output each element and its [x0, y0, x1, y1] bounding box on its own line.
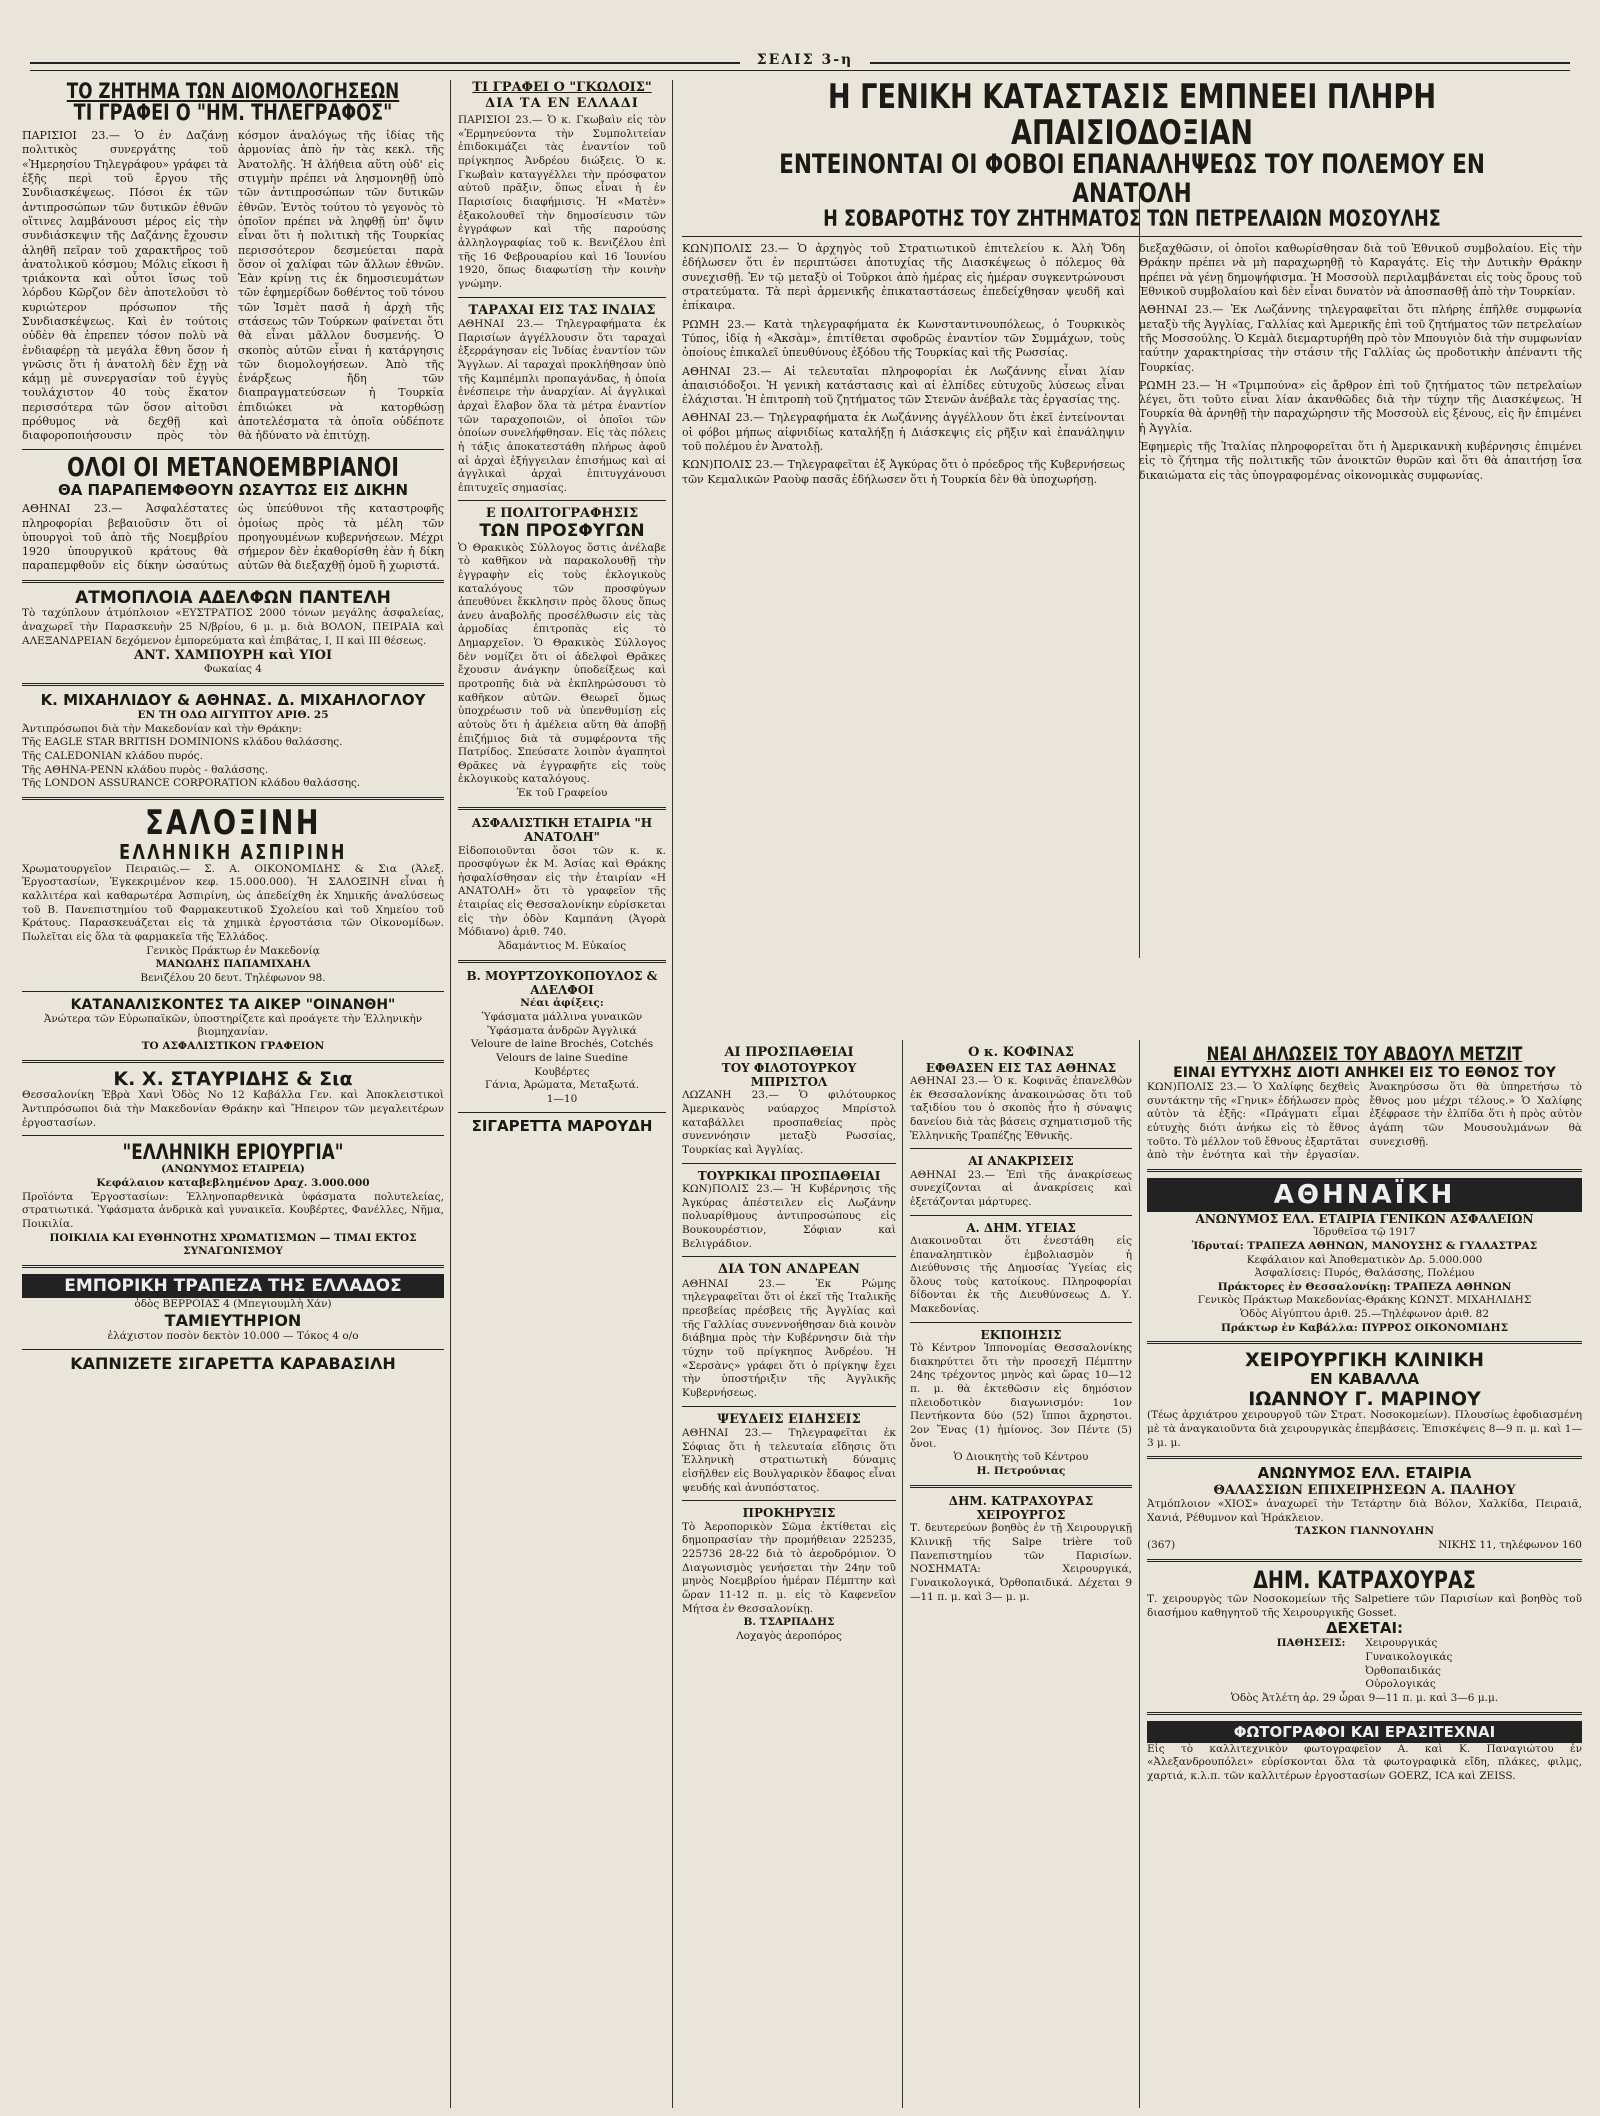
ad-title: Κ. Χ. ΣΤΑΥΡΙΔΗΣ & Σια: [113, 1067, 353, 1090]
ad-subtitle: ΔΕΧΕΤΑΙ:: [1325, 1619, 1404, 1638]
headline: ΤΟΥΡΚΙΚΑΙ ΠΡΟΣΠΑΘΕΙΑΙ: [697, 1168, 881, 1183]
main-subheadline: ΕΝΤΕΙΝΟΝΤΑΙ ΟΙ ΦΟΒΟΙ ΕΠΑΝΑΛΗΨΕΩΣ ΤΟΥ ΠΟΛΕΜΟΥ ΕΝ ΑΝΑΤΟΛΗ: [779, 149, 1485, 209]
article-text: ΚΩΝ)ΠΟΛΙΣ 23.— Τηλεγραφεῖται ἐξ Ἀγκύρας ὅτι ὁ πρόεδρος τῆς Κυβερνήσεως τῶν Κεμαλικῶν Ραοὺφ πασᾶς ἐδήλωσεν ὅτι ἡ Τουρκία δὲν θὰ ὑποχωρήσῃ.: [682, 458, 1125, 486]
sub-column-a: [682, 1045, 896, 2108]
article-signature-name: Η. Πετρούνιας: [976, 1464, 1066, 1477]
article-text: ΛΩΖΑΝΗ 23.— Ὁ φιλότουρκος Ἀμερικανὸς ναύαρχος Μπρίστολ καταβάλλει προσπαθείας πρὸς συνεννόησιν μεταξὺ Ρωσσίας, Τουρκίας καὶ Ἀγγλίας.: [682, 1089, 896, 1156]
ad-slogan: ΣΙΓΑΡΕΤΤΑ ΜΑΡΟΥΔΗ: [471, 1116, 653, 1135]
main-story: [682, 80, 1582, 1030]
ad-title: ΦΩΤΟΓΡΑΦΟΙ ΚΑΙ ΕΡΑΣΙΤΕΧΝΑΙ: [1147, 1721, 1582, 1743]
ad-subtitle: ΤΑΜΙΕΥΤΗΡΙΟΝ: [164, 1310, 302, 1330]
article-text: ΚΩΝ)ΠΟΛΙΣ 23.— Ἡ Κυβέρνησις τῆς Ἀγκύρας ἀπέστειλεν εἰς Λωζάνην πολυαρίθμους ἀντιπροσώπους εἰς Βουκουρέστιον, Σόφιαν καὶ Βελιγράδιον.: [682, 1182, 896, 1250]
ad-name: ΙΩΑΝΝΟΥ Γ. ΜΑΡΙΝΟΥ: [1248, 1387, 1481, 1410]
article-text: ΡΩΜΗ 23.— Κατὰ τηλεγραφήματα ἐκ Κωνσταντινουπόλεως, ὁ Τουρκικὸς Τύπος, ἰδίᾳ ἡ «Ἀκσὰμ», ἐπιτίθεται σφοδρῶς ἐναντίον τῶν Συμμάχων, τοὺς ὁποίους ἐπικαλεῖ ὑπευθύνους ἐξόδου τῆς Τουρκίας καὶ τῆς Ρωσσίας.: [682, 317, 1125, 360]
ad-number: 1—10: [546, 1092, 578, 1105]
article-text: Ἐφημερὶς τῆς Ἰταλίας πληροφορεῖται ὅτι ἡ Ἀμερικανικὴ κυβέρνησις ἐπιμένει εἰς τὸ ζήτημα τῆς πολιτικῆς τῶν ἀνοικτῶν θυρῶν καὶ ὅτι θὰ ἀπαιτήσῃ ἴσα δικαιώματα εἰς τὰς ὑπογραφομένας οἰκονομικὰς συμφωνίας.: [1139, 440, 1582, 482]
main-subheadline-2: Η ΣΟΒΑΡΟΤΗΣ ΤΟΥ ΖΗΤΗΜΑΤΟΣ ΤΩΝ ΠΕΤΡΕΛΑΙΩΝ ΜΟΣΟΥΛΗΣ: [823, 207, 1441, 233]
ad-list-item: Τῆς EAGLE STAR BRITISH DOMINIONS κλάδου θαλάσσης.: [22, 736, 343, 749]
article-text: ΑΘΗΝΑΙ 23.— Τηλεγραφεῖται ἐκ Σόφιας ὅτι ἡ τελευταία εἴδησις ὅτι Ἑλληνικὴ στρατιωτικὴ δύναμις εἰσῆλθεν εἰς Βουλγαρικὸν ἔδαφος εἶναι ψευδής καὶ ἀνυπόστατος.: [682, 1427, 896, 1494]
ad-subtitle: ΧΕΙΡΟΥΡΓΟΣ: [976, 1507, 1066, 1522]
ad-list-item: Τῆς ΑΘΗΝΑ-ΡΕΝΝ κλάδου πυρὸς - θαλάσσης.: [22, 763, 269, 776]
main-right-column: [1139, 242, 1582, 487]
ad-title: ΧΕΙΡΟΥΡΓΙΚΗ ΚΛΙΝΙΚΗ: [1245, 1349, 1484, 1372]
ad-text: Εἰς τὸ καλλιτεχνικὸν φωτογραφεῖον Α. καὶ Κ. Παναγιώτου ἐν «Ἀλεξανδρουπόλει» εὑρίσκονται ὅλα τὰ φωτογραφικὰ εἴδη, πλάκες, φιλμς, χαρτιά, κ.λ.π. τῶν καλλιτέρων ἐργοστασίων GOERZ, ICA καὶ ZEISS.: [1147, 1742, 1582, 1782]
ad-list-item: Ὑφάσματα μάλλινα γυναικῶν: [481, 1011, 643, 1024]
ad-signature: ΑΝΤ. ΧΑΜΠΟΥΡΗ καὶ ΥΙΟΙ: [133, 648, 333, 664]
article-text: ΠΑΡΙΣΙΟΙ 23.— Ὁ ἐν Δαζάνῃ πολιτικὸς συνεργάτης τοῦ «Ἡμερησίου Τηλεγράφου» γράφει τὰ ἑξῆς περὶ τοῦ ἔργου τῆς Συνδιασκέψεως. Πόσοι ἐκ τῶν ἀντιπροσώπων τῶν δυτικῶν ἐθνῶν οἵτινες λαμβάνουσι μέρος εἰς τὴν συνδιάσκεψιν τῆς Δαζάνης ἔχουσιν ἀληθῆ πεῖραν τοῦ χαρακτῆρος τοῦ ἀνατολικοῦ κόσμου; Μόλις εἴκοσι ἢ τριάκοντα καὶ οὗτοι ἴσως τοῦ λόρδου Κῶρζον δὲν ἀποτελοῦσι τὸ κυριώτερον πρόσωπον τῆς Συνδιασκέψεως. Καὶ ἐν τούτοις οὐδὲν θὰ ἐπρεπεν τόσον πολὺ νὰ ἐνδιαφέρῃ τὰ μεγάλα ἔθνη ὅσον ἡ γνῶσις ὅτι ἡ ἀνατολὴ δὲν ἔχῃ νὰ κάμῃ μὲ συνεργασίαν τοῦ ἐγγὺς τουλάχιστον 40 τοὺς ἕκατον περισσότερα τῶν ὅσον αἰτοῦσι πρόθυμος νὰ δεχθῇ καὶ διαφοροποιήσουσιν πρὸς τὸν κόσμον ἀναλόγως τῆς ἰδίας τῆς ἀρμονίας ἀπὸ ἡν τὰς κεκλ. τῆς Ἀνατολῆς. Ἡ ἀλήθεια αὕτη οὐδ' εἰς στιγμὴν πρέπει νὰ λησμονηθῇ ὑπὸ τῶν ἀντιπροσώπων τῶν δυτικῶν ἐθνῶν. Ἐντὸς τούτου τὸ γεγονὸς τὸ ὁποῖον πρέπει νὰ ληφθῇ ὑπ' ὄψιν εἶναι ὅτι ἡ πολιτικὴ τῆς Τουρκίας περισσότερον δεσμεύεται παρὰ ὅσον οἱ χαλίφαι τῶν ἄλλων ἐθνῶν. Ἐὰν κρίνῃ τις ἐκ δημοσιευμάτων τῶν ἐφημερίδων δοθέντος τοῦ τόνου τῶν Ἰσμὲτ πασᾶ ἡ ἀρχὴ τῆς στάσεως τῶν Τούρκων φαίνεται ὅτι θὰ εἶναι μᾶλλον δυσμενής. Ὁ σκοπὸς αὐτῶν εἶναι ἡ κατάργησις τῶν διομολογήσεων. Ἀπὸ τῆς ἐνάρξεως ἤδη τῶν διαπραγματεύσεων ἡ Τουρκία ἐπιδιώκει νὰ κατορθώσῃ ἀποτελέσματα τὰ ὁποῖα οὐδέποτε θὰ ἠδύνατο νὰ ἐπιτύχῃ.: [22, 129, 444, 443]
ad-list-item: Ὀρθοπαιδικάς: [1365, 1664, 1441, 1677]
ad-address: ΝΙΚΗΣ 11, τηλέφωνον 160: [1438, 1539, 1582, 1552]
ad-list-item: Ἀντιπρόσωποι διὰ τὴν Μακεδονίαν καὶ τὴν Θράκην:: [22, 722, 302, 735]
ad-title: ΑΣΦΑΛΙΣΤΙΚΗ ΕΤΑΙΡΙΑ "Η ΑΝΑΤΟΛΗ": [471, 815, 653, 845]
ad-subtitle: ΘΑΛΑΣΣΙΩΝ ΕΠΙΧΕΙΡΗΣΕΩΝ Α. ΠΑΛΗΟΥ: [1213, 1482, 1516, 1498]
ad-footer-row: [1147, 1539, 1582, 1553]
article-text: ΑΘΗΝΑΙ 23.— Αἱ τελευταῖαι πληροφορίαι ἐκ Λωζάννης εἶναι λίαν ἀπαισιόδοξοι. Ἡ γενικὴ κατάστασις καὶ αἱ ἐλπίδες εὐτυχοῦς λύσεως εἶναι ἐλάχισται. Ἡ ἐπιτροπὴ τοῦ ζητήματος τῶν Στενῶν ἀνέβαλε τὰς ἐργασίας της.: [682, 364, 1125, 407]
ad-title: ΑΝΩΝΥΜΟΣ ΕΛΛ. ΕΤΑΙΡΙΑ: [1257, 1464, 1472, 1483]
headline: ΠΡΟΚΗΡΥΞΙΣ: [742, 1506, 836, 1521]
article-signature: Ἐκ τοῦ Γραφείου: [516, 787, 608, 800]
article-text: ΚΩΝ)ΠΟΛΙΣ 23.— Ὁ Χαλίφης δεχθεὶς συντάκτην τῆς «Γηνικ» ἐδήλωσεν πρὸς αὐτὸν τὰ ἑξῆς: «Πράγματι εἶμαι εὐτυχὴς διότι ἀνήκω εἰς τὸ ἔθνος τοῦτο. Τὸ μέλλον τοῦ ἔθνους ἐξαρτᾶται ἀπὸ τὴν ἑνότητα καὶ τὴν ἐργασίαν. Ἀνακηρύσσω ὅτι θὰ ὑπηρετήσω τὸ ἔθνος μου μέχρι τέλους.» Ὁ Χαλίφης ἐξέφρασε τὴν ἐλπίδα ὅτι ἡ πρὸς αὐτὸν ἀγάπη τῶν Μουσουλμάνων θὰ συνεχισθῇ.: [1147, 1081, 1582, 1162]
article-text: ΠΑΡΙΣΙΟΙ 23.— Ὁ κ. Γκωβαὶν εἰς τὸν «Ἐρμηνεύοντα τὴν Συμπολιτείαν ἐπιδοκιμάζει τὰς ἐναντίον τοῦ πρίγκηπος Ἀνδρέου διώξεις. Ὁ κ. Γκωβαὶν καταγγέλλει τὴν πρόσφατον αὐτοῦ πρᾶξιν, ὅπως εἶναι ἡ ἐν Παρισίοις διαφήμισις. Ἡ «Ματὲν» ἐξακολουθεῖ τὴν δημοσίευσιν τῶν ἐγγράφων καὶ τῆς παρούσης ἀλληλογραφίας τοῦ κ. Βενιζέλου ἐπὶ τῆς 16 Φεβρουαρίου καὶ 16 Ἰουνίου 1920, ὅπως διαφωτίσῃ τὴν κοινὴν γνώμην.: [458, 114, 666, 290]
article-text: ΑΘΗΝΑΙ 23.— Τηλεγραφήματα ἐκ Λωζάννης ἀγγέλλουν ὅτι ἐκεῖ ἐντείνονται οἱ φόβοι μήπως αἰφνιδίως καταλήξῃ ἡ Διάσκεψις εἰς ρῆξιν καὶ ἐπανάληψιν τοῦ πολέμου ἐν Ἀνατολῇ.: [682, 411, 1125, 454]
ad-founders: Ἱδρυταί: ΤΡΑΠΕΖΑ ΑΘΗΝΩΝ, ΜΑΝΟΥΣΗΣ & ΓΥΑΛΑΣΤΡΑΣ: [1191, 1239, 1538, 1252]
article-text: ΑΘΗΝΑΙ 23.— Ἀσφαλέστατες πληροφορίαι βεβαιοῦσιν ὅτι οἱ ὑπουργοὶ τοῦ ἀπὸ τῆς Νοεμβρίου 1920 ὑπουργικοῦ κράτους θὰ παραπεμφθοῦν εἰς δίκην ὡσαύτως ὡς ὑπεύθυνοι τῆς καταστροφῆς ὁμοίως πρὸς τὰ μέλη τῶν προηγουμένων κυβερνήσεων. Μέχρι σήμερον δὲν ἐκαθορίσθη ἐὰν ἡ δίκη αὐτῶν θὰ διεξαχθῇ ὁμοῦ ἢ χωριστά.: [22, 502, 444, 573]
ad-title: ΔΗΜ. ΚΑΤΡΑΧΟΥΡΑΣ: [948, 1493, 1094, 1508]
ad-text: ὁδὸς ΒΕΡΡΟΙΑΣ 4 (Μπεγιουμλὴ Χάν): [134, 1297, 332, 1310]
ad-text: (Τέως ἀρχιάτρου χειρουργοῦ τῶν Στρατ. Νοσοκομείων). Πλουσίως ἐφοδιασμένη μὲ τὰ ἀναγκαιοῦντα διὰ χειρουργικὰς ἐπεμβάσεις. Ἐπισκέψεις 8—9 π. μ. καὶ 1—3 μ. μ.: [1147, 1409, 1582, 1449]
subheadline: ΘΑ ΠΑΡΑΠΕΜΦΘΟΥΝ ΩΣΑΥΤΩΣ ΕΙΣ ΔΙΚΗΝ: [57, 480, 409, 499]
ad-list-item: Κουβέρτες: [534, 1065, 590, 1078]
ad-subtitle: Νέαι ἀφίξεις:: [520, 997, 604, 1010]
column-2: [458, 80, 666, 2108]
ad-subtitle: ΑΝΩΝΥΜΟΣ ΕΛΛ. ΕΤΑΙΡΙΑ ΓΕΝΙΚΩΝ ΑΣΦΑΛΕΙΩΝ: [1195, 1211, 1534, 1226]
article-signature: Β. ΤΣΑΡΠΑΔΗΣ: [743, 1616, 835, 1629]
ad-text: Τ. δευτερεύων βοηθὸς ἐν τῇ Χειρουργικῇ Κλινικῇ τῆς Salpe trière τοῦ Πανεπιστημίου τῶν Παρισίων. ΝΟΣΗΜΑΤΑ: Χειρουργικά, Γυναικολογικά, Ὀρθοπαιδικά. Δέχεται 9—11 π. μ. καὶ 3— μ. μ.: [910, 1522, 1132, 1603]
ad-agent-kavala: Πράκτωρ ἐν Καβάλλα: ΠΥΡΡΟΣ ΟΙΚΟΝΟΜΙΔΗΣ: [1221, 1321, 1508, 1334]
ad-address: Βενιζέλου 20 δευτ. Τηλέφωνον 98.: [140, 971, 326, 984]
article-text: ΑΘΗΝΑΙ 23.— Ἐκ Λωζάννης τηλεγραφεῖται ὅτι πλήρης ἐπῆλθε συμφωνία μεταξὺ τῆς Ἀγγλίας, Γαλλίας καὶ Ἀμερικῆς ἐπὶ τοῦ ζητήματος τῶν πετρελαίων τῆς Μοσσούλης. Ὁ Κεμὰλ διεμαρτυρήθη πρὸ τὸν Μπουγιὸν διὰ τὴν συμφωνίαν ταύτην χαρακτηρίσας τὴν στάσιν τῆς Γαλλίας ὡς προδοτικὴν ἀπέναντι τῆς Τουρκίας.: [1139, 303, 1582, 374]
article-text: διεξαχθῶσιν, οἱ ὁποῖοι καθωρίσθησαν διὰ τοῦ Ἐθνικοῦ συμβολαίου. Εἰς τὴν Θράκην πρέπει νὰ μὴ παραχωρηθῇ τὸ Καραγάτς. Εἰς τὴν Δυτικὴν Θράκην πρέπει νὰ γένῃ δημοψήφισμα. Ἡ Μοσσοὺλ περιλαμβάνεται εἰς τοὺς ὅρους τοῦ Ἐθνικοῦ συμβολαίου καὶ δὲν εἶναι δυνατὸν νὰ ἀποσπασθῇ ἀπὸ τὴν Τουρκίαν.: [1139, 242, 1582, 299]
article-signature: Ὁ Διοικητὴς τοῦ Κέντρου: [953, 1451, 1089, 1464]
subheadline: ΕΙΝΑΙ ΕΥΤΥΧΗΣ ΔΙΟΤΙ ΑΝΗΚΕΙ ΕΙΣ ΤΟ ΕΘΝΟΣ ΤΟΥ: [1173, 1064, 1556, 1081]
sub-column-b: [910, 1045, 1132, 2108]
column-rule: [1139, 1040, 1140, 2108]
ad-subtitle: ΕΛΛΗΝΙΚΗ ΑΣΠΙΡΙΝΗ: [119, 839, 347, 864]
headline: Ε ΠΟΛΙΤΟΓΡΑΦΗΣΙΣ: [485, 506, 639, 522]
ad-conditions-list: [1365, 1637, 1452, 1692]
ad-subtitle: (ΑΝΩΝΥΜΟΣ ΕΤΑΙΡΕΙΑ): [161, 1163, 305, 1176]
ad-text: Ἀτμόπλοιον «ΧΙΟΣ» ἀναχωρεῖ τὴν Τετάρτην διὰ Βόλον, Χαλκίδα, Πειραιᾶ, Χανιά, Ρέθυμνον καὶ Ἡράκλειον.: [1147, 1498, 1582, 1524]
ad-list-item: Οὐρολογικάς: [1365, 1678, 1436, 1691]
ad-title: ΣΑΛΟΞΙΝΗ: [145, 803, 321, 844]
headline: Ο κ. ΚΟΦΙΝΑΣ: [968, 1045, 1074, 1060]
ad-agent: ΤΑΣΚΟΝ ΓΙΑΝΝΟΥΛΗΝ: [1295, 1525, 1434, 1538]
headline: ΑΙ ΑΝΑΚΡΙΣΕΙΣ: [968, 1154, 1074, 1169]
ad-conditions: [1147, 1637, 1582, 1692]
headline: Α. ΔΗΜ. ΥΓΕΙΑΣ: [966, 1220, 1076, 1235]
ad-agent: Γενικὸς Πράκτωρ ἐν Μακεδονίᾳ: [146, 944, 320, 957]
ad-list: [458, 1011, 666, 1079]
article-text: Τὸ Ἀεροπορικὸν Σῶμα ἐκτίθεται εἰς δημοπρασίαν τὴν προμήθειαν 225235, 225736 28-22 διὰ τὸ ἀεροδρόμιον. Ὁ Διαγωνισμὸς γενήσεται τὴν 24ην τοῦ μηνὸς Νοεμβρίου ἡμέραν Πέμπτην καὶ ὥραν 11-12 π. μ. εἰς τὸ Καφενεῖον Μήτσα ἐν Θεσσαλονίκῃ.: [682, 1520, 896, 1615]
ad-footer: ΠΟΙΚΙΛΙΑ ΚΑΙ ΕΥΘΗΝΟΤΗΣ ΧΡΩΜΑΤΙΣΜΩΝ — ΤΙΜΑΙ ΕΚΤΟΣ ΣΥΝΑΓΩΝΙΣΜΟΥ: [49, 1231, 417, 1258]
article-text: ΑΘΗΝΑΙ 23.— Ἐπὶ τῆς ἀνακρίσεως συνεχίζονται αἱ ἀνακρίσεις καὶ ἐξετάζονται μάρτυρες.: [910, 1168, 1132, 1208]
headline: ΟΛΟΙ ΟΙ ΜΕΤΑΝΟΕΜΒΡΙΑΝΟΙ: [66, 452, 400, 483]
ad-title: ΑΘΗΝΑΪΚΗ: [1147, 1178, 1582, 1212]
subheadline: ΕΦΘΑΣΕΝ ΕΙΣ ΤΑΣ ΑΘΗΝΑΣ: [925, 1060, 1117, 1075]
ad-text: Προϊόντα Ἐργοστασίων: Ἐλληνοπαρθενικὰ ὑφάσματα πολυτελείας, στρατιωτικά. Ὑφάσματα ἀνδρικὰ καὶ γυναικεῖα. Κουβέρτες, Φανέλλες, Νῆμα, Ποικιλία.: [22, 1190, 444, 1230]
headline: ΕΚΠΟΙΗΣΙΣ: [980, 1327, 1062, 1342]
ad-agent: Πράκτορες ἐν Θεσσαλονίκῃ: ΤΡΑΠΕΖΑ ΑΘΗΝΩΝ: [1217, 1280, 1512, 1293]
sub-column-c: [1147, 1045, 1582, 2108]
page-number-label: ΣΕΛΙΣ 3-η: [740, 52, 870, 68]
ad-title: "ΕΛΛΗΝΙΚΗ ΕΡΙΟΥΡΓΙΑ": [122, 1140, 344, 1165]
ad-conditions-label: ΠΑΘΗΣΕΙΣ:: [1276, 1637, 1346, 1650]
ad-number: (367): [1147, 1539, 1176, 1552]
headline: ΔΙΑ ΤΟΝ ΑΝΔΡΕΑΝ: [718, 1262, 860, 1278]
ad-list-item: Velours de laine Suedine: [496, 1052, 628, 1064]
ad-note: ἐλάχιστον ποσὸν δεκτὸν 10.000 — Τόκος 4 ο/ο: [107, 1329, 359, 1342]
ad-footer: ΤΟ ΑΣΦΑΛΙΣΤΙΚΟΝ ΓΡΑΦΕΙΟΝ: [141, 1039, 325, 1052]
ad-title: Κ. ΜΙΧΑΗΛΙΔΟΥ & ΑΘΗΝΑΣ. Δ. ΜΙΧΑΗΛΟΓΛΟΥ: [40, 690, 426, 709]
column-rule: [450, 80, 451, 2108]
subheadline: ΤΩΝ ΠΡΟΣΦΥΓΩΝ: [479, 521, 645, 542]
ad-address: Ὁδὸς Ἀτλέτη ἀρ. 29 ὧραι 9—11 π. μ. καὶ 3—6 μ.μ.: [1230, 1692, 1499, 1705]
subheadline: ΤΟΥ ΦΙΛΟΤΟΥΡΚΟΥ ΜΠΡΙΣΤΟΛ: [721, 1060, 857, 1089]
ad-list-item: Τῆς LONDON ASSURANCE CORPORATION κλάδου θαλάσσης.: [22, 777, 361, 790]
ad-capital: Κεφάλαιον καταβεβλημένον Δραχ. 3.000.000: [96, 1177, 370, 1190]
headline: ΝΕΑΙ ΔΗΛΩΣΕΙΣ ΤΟΥ ΑΒΔΟΥΛ ΜΕΤΖΙΤ: [1206, 1045, 1523, 1065]
ad-founded-year: Ἱδρυθεῖσα τῷ 1917: [1313, 1226, 1416, 1239]
column-rule: [672, 80, 673, 2108]
article-text: Διακοινοῦται ὅτι ἐνεστάθη εἰς ἐπαναληπτικὸν ἐμβολιασμὸν ἡ Διεύθυνσις τῆς Δημοσίας Ὑγείας εἰς ὅλους τοὺς κατοίκους. Πληροφορίαι δίδονται ἐκ τῆς Διευθύνσεως Δ. Υ. Μακεδονίας.: [910, 1234, 1132, 1316]
main-headline: Η ΓΕΝΙΚΗ ΚΑΤΑΣΤΑΣΙΣ ΕΜΠΝΕΕΙ ΠΛΗΡΗ ΑΠΑΙΣΙΟΔΟΞΙΑΝ: [827, 80, 1437, 153]
ad-address: Ὁδὸς Αἰγύπτου ἀριθ. 25.—Τηλέφωνον ἀριθ. 82: [1239, 1308, 1490, 1321]
ad-signature: Ἀδαμάντιος Μ. Εὐκαίος: [497, 940, 627, 953]
ad-subtitle: ΕΝ ΚΑΒΑΛΛΑ: [1309, 1370, 1420, 1389]
column-rule: [902, 1040, 903, 2108]
ad-general-agent: Γενικὸς Πράκτωρ Μακεδονίας-Θράκης ΚΩΝΣΤ. ΜΙΧΑΗΛΙΔΗΣ: [1197, 1294, 1532, 1307]
ad-subtitle: ΕΝ ΤΗ ΟΔΩ ΑΙΓΥΠΤΟΥ ΑΡΙΘ. 25: [137, 709, 329, 722]
ad-kinds: Ἀσφαλίσεις: Πυρός, Θαλάσσης, Πολέμου: [1254, 1267, 1475, 1280]
article-text: ΚΩΝ)ΠΟΛΙΣ 23.— Ὁ ἀρχηγὸς τοῦ Στρατιωτικοῦ ἐπιτελείου κ. Ἀλὴ Ὄδη ἐδήλωσεν ὅτι ἐν περιπτώσει ἀποτυχίας τῆς Διασκέψεως ὁ πόλεμος θὰ συνεχισθῇ. Ἐν τῷ μεταξὺ οἱ Τοῦρκοι ἀπὸ ἡμέρας εἰς ἡμέραν συγκεντρώνουσι στρατεύματα. Τὰ περὶ ἀρμενικῆς ἐπικαταστάσεως ἐπεδείχθησαν ψευδῆ καὶ ἐπίκαιρα.: [682, 242, 1125, 313]
ad-list-item: Χειρουργικάς: [1365, 1637, 1438, 1650]
article-text: Τὸ Κέντρον Ἱππονομίας Θεσσαλονίκης διακηρύττει ὅτι τὴν προσεχῆ Πέμπτην 24ης τρέχοντος μηνὸς καὶ ὥρας 10—12 π. μ. θὰ ἐκτεθῶσιν εἰς δημόσιον πλειοδοτικὸν διαγωνισμόν: 1ον Πεντήκοντα δύο (52) ἵπποι ἄχρηστοι. 2ον Ἕνας (1) ἡμίονος. 3ον Πέντε (5) ὄνοι.: [910, 1342, 1132, 1450]
ad-title: Β. ΜΟΥΡΤΖΟΥΚΟΠΟΥΛΟΣ & ΑΔΕΛΦΟΙ: [466, 968, 658, 998]
ad-title: ΚΑΤΑΝΑΛΙΣΚΟΝΤΕΣ ΤΑ ΑΙΚΕΡ "ΟΙΝΑΝΘΗ": [70, 996, 396, 1013]
article-text: ΑΘΗΝΑΙ 23.— Τηλεγραφήματα ἐκ Παρισίων ἀγγέλλουσιν ὅτι ταραχαὶ ἐξερράγησαν εἰς Ἰνδίας ἐναντίον τῶν Ἄγγλων. Αἱ ταραχαὶ προκλήθησαν ὑπὸ τῆς Καμπέμπλι προπαγάνδας, ἡ ὁποία ἐνέσπειρε τὴν ἀναρχίαν. Αἱ ἀγγλικαὶ ἀρχαὶ ἔλαβον ὅλα τὰ μέτρα ἐναντίον τῶν ταραχοποιῶν, οἱ ὁποῖοι τῶν ὁποίων συνελήφθησαν. Εἰς τὰς πόλεις ἡ τάξις ἀποκατεστάθη πλήρως ἀφοῦ αἱ ἀρχαὶ ἐξήγγειλαν ἐπισήμως καὶ αἱ ἀγγλικαὶ ἀρχαὶ ἐπιτυγχάνουσι ἐπιτυχεῖς σημασίας.: [458, 318, 666, 494]
article-text: ΡΩΜΗ 23.— Ἡ «Τριμπούνα» εἰς ἄρθρον ἐπὶ τοῦ ζητήματος τῶν πετρελαίων λέγει, ὅτι τοῦτο εἶναι λίαν ἀκανθῶδες διὰ τὴν τύχην τῆς Διασκέψεως. Ἡ Τουρκία θὰ ἀρνηθῇ τὴν παραχώρησιν τῆς Μοσσοὺλ εἰς ξένους, εἰς ἣν ἐπιμένει ἡ Ἀγγλία.: [1139, 378, 1582, 435]
headline: ΤΟ ΖΗΤΗΜΑ ΤΩΝ ΔΙΟΜΟΛΟΓΗΣΕΩΝ: [66, 80, 400, 103]
main-left-column: [682, 242, 1125, 487]
headline: ΨΕΥΔΕΙΣ ΕΙΔΗΣΕΙΣ: [717, 1411, 861, 1427]
ad-text: Εἰδοποιοῦνται ὅσοι τῶν κ. κ. προσφύγων ἐκ Μ. Ἀσίας καὶ Θράκης ἠσφαλίσθησαν εἰς τὴν ἐταιρίαν «Η ΑΝΑΤΟΛΗ» ὅτι τὸ γραφεῖον τῆς ἐταιρίας εἰς Θεσσαλονίκην εὑρίσκεται εἰς τὴν ὁδὸν Καμπάνη (Ἀγορὰ Μόδιανο) ἀριθ. 740.: [458, 844, 666, 939]
ad-list-item: Ὑφάσματα ἀνδρῶν Ἀγγλικά: [487, 1024, 637, 1037]
subheadline: ΔΙΑ ΤΑ ΕΝ ΕΛΛΑΔΙ: [485, 95, 639, 111]
ad-text: Τὸ ταχύπλουν ἀτμόπλοιον «ΕΥΣΤΡΑΤΙΟΣ 2000 τόνων μεγάλης ἀσφαλείας, ἀναχωρεῖ τὴν Παρασκευὴν 25 Ν/βρίου, 6 μ. μ. διὰ ΒΟΛΟΝ, ΠΕΙΡΑΙΑ καὶ ΑΛΕΞΑΝΔΡΕΙΑΝ δεχόμενον ἐμπορεύματα καὶ ἐπιβάτας, Ι, ΙΙ καὶ ΙΙΙ θέσεως.: [22, 607, 444, 647]
ad-text: Θεσσαλονίκη Ἐβρὰ Χανὶ Ὁδὸς Νο 12 Καβάλλα Γεν. καὶ Ἀποκλειστικοὶ Ἀντιπρόσωποι διὰ τὴν Μακεδονίαν Θράκην καὶ Ἤπειρον τῶν μεγαλειτέρων ἐργοστασίων.: [22, 1089, 444, 1129]
ad-address: Φωκαίας 4: [204, 663, 262, 676]
article-text: ΑΘΗΝΑΙ 23.— Ἐκ Ρώμης τηλεγραφεῖται ὅτι οἱ ἐκεῖ τῆς Ἰταλικῆς πρεσβείας πρέσβεις τῆς Ἀγγλίας καὶ τῆς Γαλλίας συνεννοήθησαν διὰ κοινὸν διάβημα πρὸς τὴν Κυβέρνησιν διὰ τὴν τύχην τοῦ πρίγκηπος Ἀνδρέου. Ἡ «Σερσὰνς» γράφει ὅτι ὁ πρίγκηψ ἔχει τὴν ὑποστήριξιν τῆς Ἀγγλικῆς Κυβερνήσεως.: [682, 1277, 896, 1399]
article-text: Ὁ Θρακικὸς Σύλλογος ὅστις ἀνέλαβε τὸ καθῆκον νὰ παρακολουθῇ τὴν ἐγγραφὴν εἰς τοὺς ἐκλογικοὺς καταλόγους τῶν προσφύγων ἀπευθύνει ἔκκλησιν πρὸς ὅλους ὅπως ἀνευ ἀναβολῆς προσέλθωσιν εἰς τὰς ἁρμοδίας ἐπιτροπὰς εἰς τὸ Δημαρχεῖον. Ὁ Θρακικὸς Σύλλογος δὲν νομίζει ὅτι οἱ ἀδελφοὶ Θρᾶκες ἔχουσιν ἀνάγκην ὑποδείξεως καὶ προτροπῆς διὰ νὰ ἐκπληρώσουσι τὸ καθῆκον αὐτῶν. Θεωρεῖ ὅμως ὑποχρέωσιν τοῦ νὰ ὑπενθυμίσῃ εἰς αὐτοὺς ὅτι ἡ ἀμέλεια αὕτη θὰ ἀποβῇ ἐπιζήμιος διὰ τὰ συμφέροντα τῆς Πατρίδος. Σπεύσατε λοιπὸν ἀγαπητοὶ Θρᾶκες νὰ ἐγγραφῆτε εἰς τοὺς ἐκλογικοὺς καταλόγους.: [458, 541, 666, 786]
subheadline: ΤΙ ΓΡΑΦΕΙ Ο "ΗΜ. ΤΗΛΕΓΡΑΦΟΣ": [73, 101, 393, 127]
ad-slogan: ΚΑΠΝΙΖΕΤΕ ΣΙΓΑΡΕΤΤΑ ΚΑΡΑΒΑΣΙΛΗ: [70, 1353, 396, 1373]
article-text: ΑΘΗΝΑΙ 23.— Ὁ κ. Κοφινᾶς ἐπανελθὼν ἐκ Θεσσαλονίκης ἀνακοινώσας ὅτι τοῦ ταξιδίου του ὁ σκοπὸς ἦτο ἡ σύναψις δανείου διὰ τὰς βάσεις σχηματισμοῦ τῆς Ἑλληνικῆς Τραπέζης Ἐθνικῆς.: [910, 1074, 1132, 1142]
ad-agent-name: ΜΑΝΩΛΗΣ ΠΑΠΑΜΙΧΑΗΛ: [155, 958, 311, 971]
column-1: [22, 80, 444, 2108]
ad-text: Τ. χειρουργὸς τῶν Νοσοκομείων τῆς Salpetiere τῶν Παρισίων καὶ βοηθὸς τοῦ διασήμου καθηγητοῦ τῆς Χειρουργικῆς Gosset.: [1147, 1592, 1582, 1619]
ad-footer: Γάνια, Ἀρώματα, Μεταξωτά.: [484, 1079, 640, 1092]
ad-title: ΕΜΠΟΡΙΚΗ ΤΡΑΠΕΖΑ ΤΗΣ ΕΛΛΑΔΟΣ: [22, 1274, 444, 1298]
ad-list-item: Τῆς CALEDONIAN κλάδου πυρός.: [22, 750, 203, 763]
headline: ΑΙ ΠΡΟΣΠΑΘΕΙΑΙ: [724, 1045, 854, 1060]
article-signature-title: Λοχαγὸς ἀεροπόρος: [736, 1629, 842, 1642]
ad-list-item: Veloure de laine Brochés, Cotchés: [470, 1038, 654, 1051]
ad-text: Ἀνώτερα τῶν Εὐρωπαϊκῶν, ὑποστηρίζετε καὶ προάγετε τὴν Ἑλληνικὴν βιομηχανίαν.: [43, 1012, 423, 1039]
ad-capital: Κεφάλαιον καὶ Ἀποθεματικὸν Δρ. 5.000.000: [1246, 1253, 1483, 1266]
ad-title: ΑΤΜΟΠΛΟΙΑ ΑΔΕΛΦΩΝ ΠΑΝΤΕΛΗ: [75, 587, 391, 608]
headline: ΤΙ ΓΡΑΦΕΙ Ο "ΓΚΩΛΟΙΣ": [472, 80, 652, 95]
ad-list-item: Γυναικολογικάς: [1365, 1651, 1453, 1664]
ad-list: [22, 723, 444, 791]
ad-text: Χρωματουργεῖον Πειραιῶς.— Σ. Α. ΟΙΚΟΝΟΜΙΔΗΣ & Σια (Ἀλεξ. Ἐργοστασίων, Ἐγκεκριμένον κεφ. 15.000.000). Ἡ ΣΑΛΟΞΙΝΗ εἶναι ἡ καλλιτέρα καὶ καθαρωτέρα Ἀσπιρίνη, ὡς ἀπεδείχθη ἐκ Χημικῆς ἀναλύσεως τοῦ Β. Πανεπιστημίου τοῦ Φαρμακευτικοῦ Σχολείου καὶ τοῦ Χημείου τοῦ Κράτους. Παρασκευάζεται εἰς τὰ χημικὰ ἐργοστάσια τῶν Οἰκονομίδων. Πωλεῖται εἰς ὅλα τὰ φαρμακεῖα τῆς Ἑλλάδος.: [22, 862, 444, 943]
ad-title: ΔΗΜ. ΚΑΤΡΑΧΟΥΡΑΣ: [1253, 1565, 1476, 1594]
headline: ΤΑΡΑΧΑΙ ΕΙΣ ΤΑΣ ΙΝΔΙΑΣ: [468, 302, 656, 318]
